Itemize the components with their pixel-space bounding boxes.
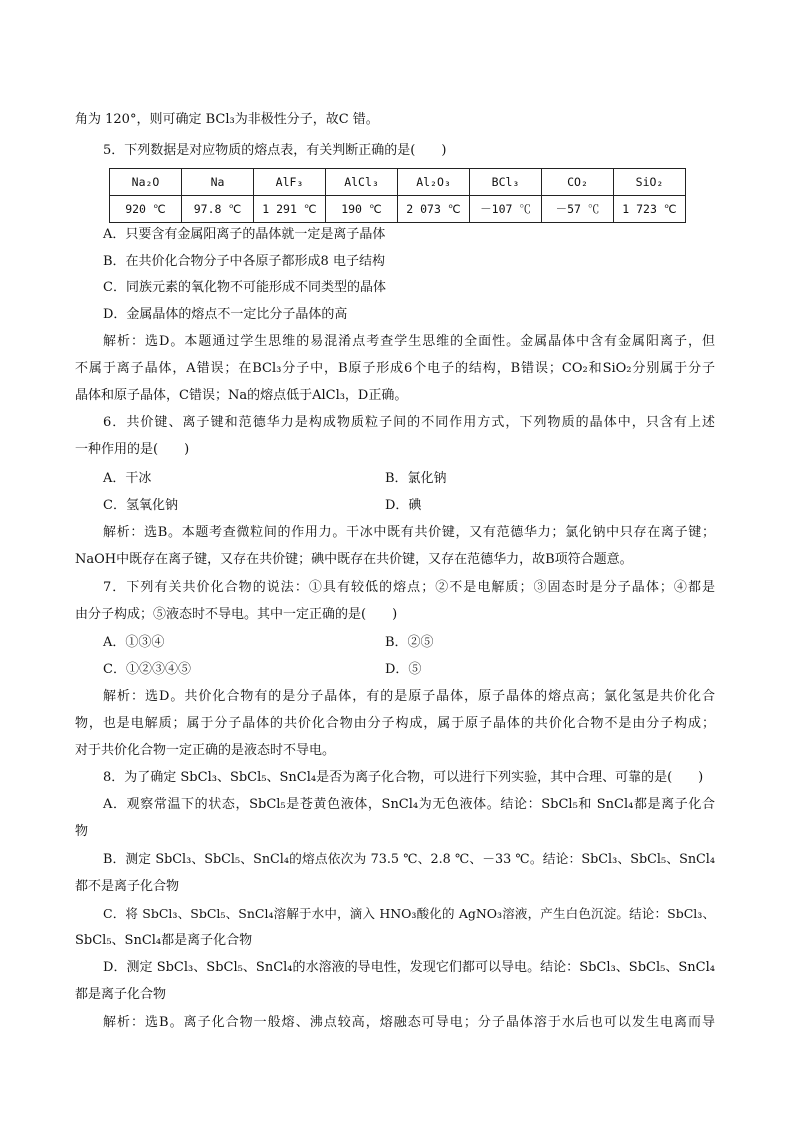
question-8-option-d-2: 都是离子化合物 — [75, 987, 167, 1002]
question-8-option-b-1: B．测定 SbCl₃、SbCl₅、SnCl₄的熔点依次为 73.5 ℃、2.8 ℃、－33 ℃。结论：SbCl₃、SbCl₅、SnCl₄ — [103, 852, 715, 867]
table-header-cell: AlF₃ — [254, 169, 326, 196]
table-header-cell: Na — [182, 169, 254, 196]
question-8-option-a-2: 物 — [75, 824, 89, 839]
answer-6-line-1: 解析：选B。本题考查微粒间的作用力。干冰中既有共价键，又有范德华力；氯化钠中只存在离子键； — [103, 525, 715, 540]
table-header-cell: AlCl₃ — [326, 169, 398, 196]
table-value-cell: 920 ℃ — [110, 196, 182, 223]
answer-5-line-3: 晶体和原子晶体，C错误；Na的熔点低于AlCl₃，D正确。 — [75, 388, 408, 403]
question-7-option-c: C．①②③④⑤ — [103, 662, 191, 677]
question-6-stem-2: 一种作用的是( ) — [75, 442, 190, 457]
table-value-cell: 2 073 ℃ — [398, 196, 470, 223]
question-7-stem-2: 由分子构成；⑤液态时不导电。其中一定正确的是( ) — [75, 607, 398, 622]
table-value-cell: 190 ℃ — [326, 196, 398, 223]
question-5-stem: 5．下列数据是对应物质的熔点表，有关判断正确的是( ) — [103, 143, 447, 158]
question-5-option-b: B．在共价化合物分子中各原子都形成8 电子结构 — [103, 254, 385, 269]
question-6-stem-1: 6．共价键、离子键和范德华力是构成物质粒子间的不同作用方式，下列物质的晶体中，只含有上述 — [103, 415, 715, 430]
question-8-option-c-2: SbCl₅、SnCl₄都是离子化合物 — [75, 933, 253, 948]
question-7-stem-1: 7．下列有关共价化合物的说法：①具有较低的熔点；②不是电解质；③固态时是分子晶体；④都是 — [103, 580, 715, 595]
question-6-option-d: D．碘 — [385, 498, 422, 513]
answer-7-line-3: 对于共价化合物一定正确的是液态时不导电。 — [75, 743, 336, 758]
question-6-option-b: B．氯化钠 — [385, 471, 447, 486]
table-value-cell: －57 ℃ — [542, 196, 614, 223]
table-header-cell: CO₂ — [542, 169, 614, 196]
table-header-cell: BCl₃ — [470, 169, 542, 196]
question-5-option-c: C．同族元素的氧化物不可能形成不同类型的晶体 — [103, 280, 386, 295]
question-6-option-c: C．氢氧化钠 — [103, 498, 178, 513]
table-value-cell: 1 723 ℃ — [614, 196, 686, 223]
table-value-row — [110, 196, 686, 223]
table-header-row — [110, 169, 686, 196]
table-value-cell: 1 291 ℃ — [254, 196, 326, 223]
question-5-option-a: A．只要含有金属阳离子的晶体就一定是离子晶体 — [103, 227, 386, 242]
table-header-cell: Al₂O₃ — [398, 169, 470, 196]
answer-8-line-1: 解析：选B。离子化合物一般熔、沸点较高，熔融态可导电；分子晶体溶于水后也可以发生电离而导 — [103, 1015, 715, 1030]
table-value-cell: －107 ℃ — [470, 196, 542, 223]
question-8-option-c-1: C．将 SbCl₃、SbCl₅、SnCl₄溶解于水中，滴入 HNO₃酸化的 AgNO₃溶液，产生白色沉淀。结论：SbCl₃、 — [103, 906, 715, 921]
table-header-cell: SiO₂ — [614, 169, 686, 196]
question-8-stem: 8．为了确定 SbCl₃、SbCl₅、SnCl₄是否为离子化合物，可以进行下列实验，其中合理、可靠的是( ) — [103, 770, 704, 785]
question-8-option-d-1: D．测定 SbCl₃、SbCl₅、SnCl₄的水溶液的导电性，发现它们都可以导电。结论：SbCl₃、SbCl₅、SnCl₄ — [103, 960, 715, 975]
table-value-cell: 97.8 ℃ — [182, 196, 254, 223]
question-8-option-b-2: 都不是离子化合物 — [75, 879, 180, 894]
question-7-option-d: D．⑤ — [385, 662, 422, 677]
answer-5-line-1: 解析：选D。本题通过学生思维的易混淆点考查学生思维的全面性。金属晶体中含有金属阳离子，但 — [103, 334, 715, 349]
melting-point-table — [109, 168, 686, 223]
question-7-option-a: A．①③④ — [103, 635, 165, 650]
table-header-cell: Na₂O — [110, 169, 182, 196]
answer-5-line-2: 不属于离子晶体，A错误；在BCl₃分子中，B原子形成6个电子的结构，B错误；CO₂和SiO₂分别属于分子 — [75, 361, 715, 376]
question-7-option-b: B．②⑤ — [385, 635, 434, 650]
answer-6-line-2: NaOH中既存在离子键，又存在共价键；碘中既存在共价键，又存在范德华力，故B项符合题意。 — [75, 552, 633, 567]
question-6-option-a: A．干冰 — [103, 471, 152, 486]
question-5-option-d: D．金属晶体的熔点不一定比分子晶体的高 — [103, 307, 348, 322]
answer-7-line-1: 解析：选D。共价化合物有的是分子晶体，有的是原子晶体，原子晶体的熔点高；氯化氢是共价化合 — [103, 689, 715, 704]
answer-7-line-2: 物，也是电解质；属于分子晶体的共价化合物由分子构成，属于原子晶体的共价化合物不是由分子构成； — [75, 716, 715, 731]
question-8-option-a-1: A．观察常温下的状态，SbCl₅是苍黄色液体，SnCl₄为无色液体。结论：SbCl₅和 SnCl₄都是离子化合 — [103, 797, 715, 812]
continuation-line: 角为 120°，则可确定 BCl₃为非极性分子，故C 错。 — [75, 112, 379, 127]
